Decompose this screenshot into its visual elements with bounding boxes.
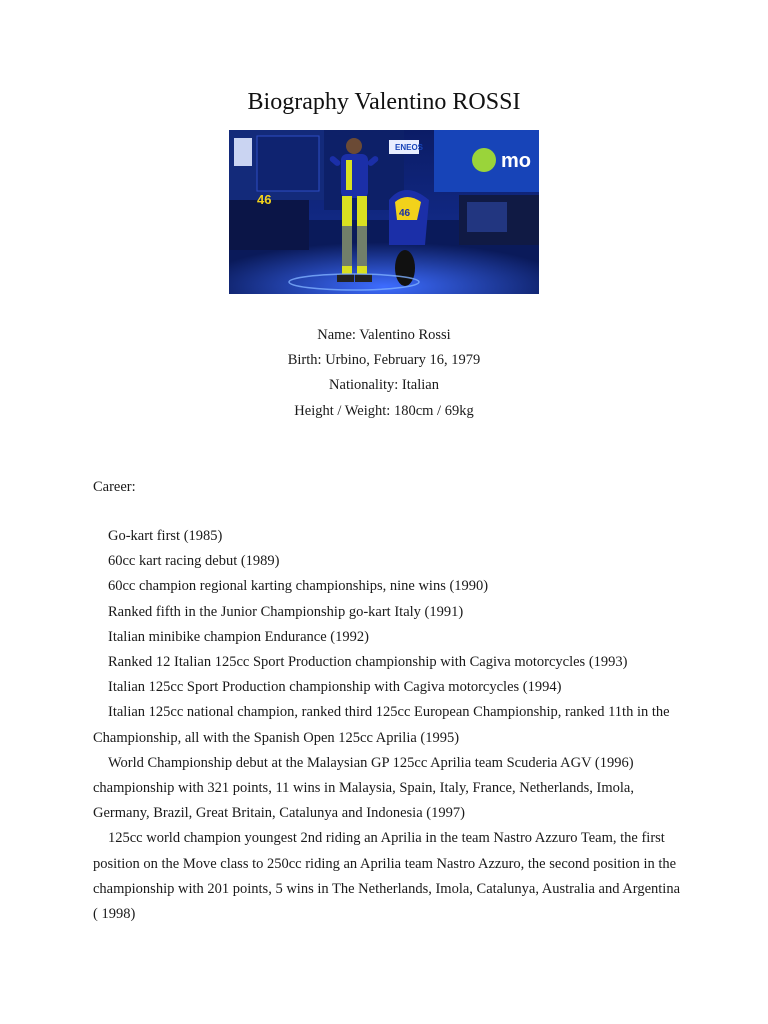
number-board-text: 46	[257, 192, 272, 207]
career-item: 60cc kart racing debut (1989)	[108, 553, 280, 570]
personal-info	[0, 323, 768, 424]
rider-photo-illustration	[229, 130, 539, 294]
info-nationality: Nationality: Italian	[329, 377, 439, 394]
career-item: Ranked 12 Italian 125cc Sport Production championship with Cagiva motorcycles (1993)	[108, 654, 628, 671]
sponsor-sign-text: ENEOS	[395, 143, 424, 152]
career-item: 125cc world champion youngest 2nd riding an Aprilia in the team Nastro Azzuro Team, the first position on the Move class to 250cc riding an Aprilia team Nastro Azzuro, the second position in the championship with 201 points, 5 wins in The Netherlands, Imola, Catalunya, Australia and Argentina ( 1998)	[93, 830, 681, 923]
career-item: Go-kart first (1985)	[108, 528, 223, 544]
info-height-weight: Height / Weight: 180cm / 69kg	[294, 402, 474, 419]
career-item: Ranked fifth in the Junior Championship go-kart Italy (1991)	[108, 603, 464, 620]
bike-number-text: 46	[399, 208, 411, 219]
career-item: World Championship debut at the Malaysian GP 125cc Aprilia team Scuderia AGV (1996) championship with 321 points, 11 wins in Malaysia, Spain, Italy, France, Netherlands, Imola, Germany, Brazil, Great Britain, Catalunya and Indonesia (1997)	[93, 754, 634, 822]
info-birth: Birth: Urbino, February 16, 1979	[287, 352, 481, 369]
career-item: Italian 125cc national champion, ranked third 125cc European Championship, ranked 11th in the Championship, all with the Spanish Open 125cc Aprilia (1995)	[93, 704, 670, 746]
career-heading: Career:	[93, 479, 136, 495]
rider-photo	[229, 130, 539, 294]
brand-sign-text: mo	[501, 150, 531, 172]
career-item: Italian minibike champion Endurance (1992)	[108, 628, 369, 645]
career-item: Italian 125cc Sport Production championship with Cagiva motorcycles (1994)	[108, 679, 562, 696]
page-title: Biography Valentino ROSSI	[247, 89, 521, 115]
career-list	[93, 524, 683, 927]
career-item: 60cc champion regional karting championships, nine wins (1990)	[108, 578, 489, 595]
info-name: Name: Valentino Rossi	[317, 327, 451, 343]
